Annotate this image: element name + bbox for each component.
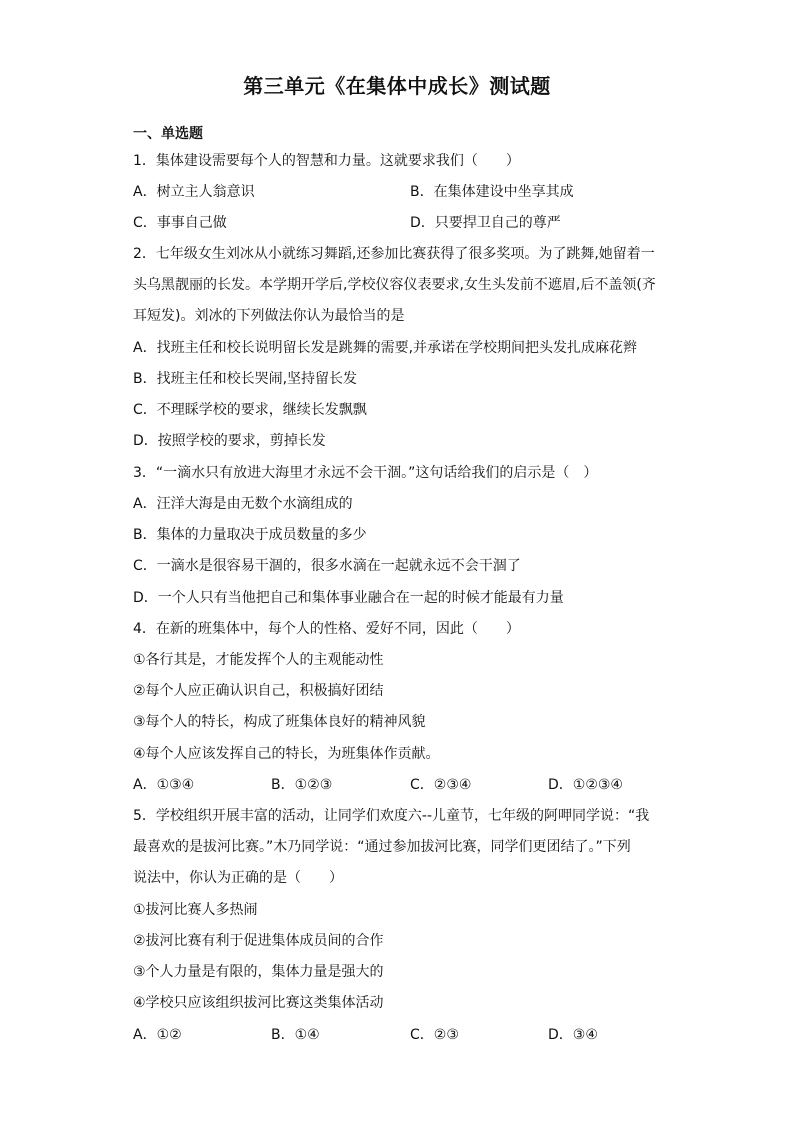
question-2-stem-line-2: 头乌黑靓丽的长发。本学期开学后,学校仪容仪表要求,女生头发前不遮眉,后不盖领(齐 — [133, 277, 656, 293]
question-5-stem-line-2: 最喜欢的是拔河比赛。”木乃同学说：“通过参加拔河比赛，同学们更团结了。”下列 — [133, 839, 631, 855]
question-1-option-a: A．树立主人翁意识 — [133, 184, 255, 200]
question-1-option-d: D．只要捍卫自己的尊严 — [410, 215, 561, 231]
question-5-statement-2: ②拔河比赛有利于促进集体成员间的合作 — [133, 933, 384, 949]
question-5-stem-line-1: 5．学校组织开展丰富的活动，让同学们欢度六--儿童节，七年级的阿呷同学说：“我 — [133, 808, 650, 824]
question-5-stem-line-3: 说法中，你认为正确的是（ ） — [133, 870, 343, 886]
page-title: 第三单元《在集体中成长》测试题 — [243, 74, 551, 98]
question-2-stem-line-3: 耳短发)。刘冰的下列做法你认为最恰当的是 — [133, 308, 405, 324]
question-3-stem: 3．“一滴水只有放进大海里才永远不会干涸。”这句话给我们的启示是（ ） — [133, 465, 598, 481]
question-4-stem: 4．在新的班集体中，每个人的性格、爱好不同，因此（ ） — [133, 621, 520, 637]
question-5-statement-3: ③个人力量是有限的，集体力量是强大的 — [133, 964, 384, 980]
question-2-stem-line-1: 2．七年级女生刘冰从小就练习舞蹈,还参加比赛获得了很多奖项。为了跳舞,她留着一 — [133, 246, 655, 262]
question-1-option-c: C．事事自己做 — [133, 215, 227, 231]
question-3-option-d: D．一个人只有当他把自己和集体事业融合在一起的时候才能最有力量 — [133, 590, 564, 606]
question-4-option-a: A．①③④ — [133, 777, 195, 793]
question-3-option-a: A．汪洋大海是由无数个水滴组成的 — [133, 496, 353, 512]
question-5-option-b: B．①④ — [271, 1027, 320, 1043]
question-5-option-c: C．②③ — [410, 1027, 459, 1043]
question-5-statement-4: ④学校只应该组织拔河比赛这类集体活动 — [133, 995, 384, 1011]
question-2-option-c: C．不理睬学校的要求，继续长发飘飘 — [133, 402, 367, 418]
section-heading: 一、单选题 — [133, 126, 203, 142]
question-4-statement-1: ①各行其是，才能发挥个人的主观能动性 — [133, 652, 384, 668]
question-1-option-b: B．在集体建设中坐享其成 — [410, 184, 574, 200]
question-4-option-c: C．②③④ — [410, 777, 472, 793]
question-4-statement-2: ②每个人应正确认识自己，积极搞好团结 — [133, 683, 384, 699]
question-4-statement-3: ③每个人的特长，构成了班集体良好的精神风貌 — [133, 714, 426, 730]
question-4-option-d: D．①②③④ — [548, 777, 623, 793]
question-5-option-a: A．①② — [133, 1027, 182, 1043]
question-1-stem: 1．集体建设需要每个人的智慧和力量。这就要求我们（ ） — [133, 153, 520, 169]
question-3-option-c: C．一滴水是很容易干涸的，很多水滴在一起就永远不会干涸了 — [133, 558, 521, 574]
question-4-statement-4: ④每个人应该发挥自己的特长，为班集体作贡献。 — [133, 746, 440, 762]
question-5-option-d: D．③④ — [548, 1027, 598, 1043]
question-5-statement-1: ①拔河比赛人多热闹 — [133, 902, 258, 918]
question-2-option-a: A．找班主任和校长说明留长发是跳舞的需要,并承诺在学校期间把头发扎成麻花辫 — [133, 340, 638, 356]
question-4-option-b: B．①②③ — [271, 777, 333, 793]
question-3-option-b: B．集体的力量取决于成员数量的多少 — [133, 527, 367, 543]
question-2-option-d: D．按照学校的要求，剪掉长发 — [133, 433, 326, 449]
question-2-option-b: B．找班主任和校长哭闹,坚持留长发 — [133, 371, 358, 387]
